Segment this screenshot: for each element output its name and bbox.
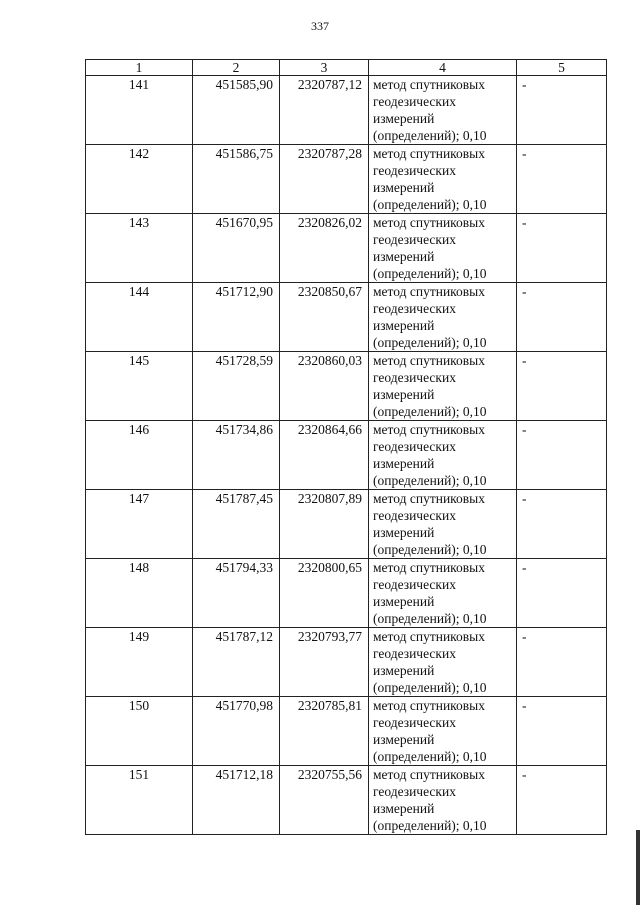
table-row (86, 214, 607, 283)
y-coordinate-cell: 2320807,89 (280, 490, 369, 559)
remark-cell: - (517, 283, 607, 352)
column-header: 3 (280, 60, 369, 76)
method-cell: метод спутниковых геодезических измерений (определений); 0,10 (369, 145, 517, 214)
remark-cell: - (517, 766, 607, 835)
remark-cell: - (517, 76, 607, 145)
table-row (86, 145, 607, 214)
method-cell: метод спутниковых геодезических измерений (определений); 0,10 (369, 490, 517, 559)
method-cell: метод спутниковых геодезических измерений (определений); 0,10 (369, 559, 517, 628)
remark-cell: - (517, 559, 607, 628)
remark-cell: - (517, 697, 607, 766)
remark-cell: - (517, 352, 607, 421)
method-cell: метод спутниковых геодезических измерений (определений); 0,10 (369, 697, 517, 766)
point-number-cell: 143 (86, 214, 193, 283)
column-header: 1 (86, 60, 193, 76)
x-coordinate-cell: 451787,12 (193, 628, 280, 697)
remark-cell: - (517, 490, 607, 559)
point-number-cell: 142 (86, 145, 193, 214)
table-row (86, 697, 607, 766)
y-coordinate-cell: 2320860,03 (280, 352, 369, 421)
table-row (86, 766, 607, 835)
table-row (86, 352, 607, 421)
y-coordinate-cell: 2320787,12 (280, 76, 369, 145)
point-number-cell: 145 (86, 352, 193, 421)
column-header: 2 (193, 60, 280, 76)
x-coordinate-cell: 451728,59 (193, 352, 280, 421)
table-row (86, 76, 607, 145)
x-coordinate-cell: 451770,98 (193, 697, 280, 766)
method-cell: метод спутниковых геодезических измерений (определений); 0,10 (369, 214, 517, 283)
column-header: 5 (517, 60, 607, 76)
method-cell: метод спутниковых геодезических измерений (определений); 0,10 (369, 352, 517, 421)
x-coordinate-cell: 451712,18 (193, 766, 280, 835)
table-row (86, 283, 607, 352)
page-number: 337 (311, 19, 329, 33)
y-coordinate-cell: 2320785,81 (280, 697, 369, 766)
x-coordinate-cell: 451787,45 (193, 490, 280, 559)
scan-edge-mark (636, 830, 640, 905)
table-row (86, 421, 607, 490)
y-coordinate-cell: 2320755,56 (280, 766, 369, 835)
y-coordinate-cell: 2320793,77 (280, 628, 369, 697)
remark-cell: - (517, 145, 607, 214)
point-number-cell: 144 (86, 283, 193, 352)
point-number-cell: 141 (86, 76, 193, 145)
x-coordinate-cell: 451712,90 (193, 283, 280, 352)
x-coordinate-cell: 451585,90 (193, 76, 280, 145)
y-coordinate-cell: 2320826,02 (280, 214, 369, 283)
remark-cell: - (517, 214, 607, 283)
method-cell: метод спутниковых геодезических измерений (определений); 0,10 (369, 766, 517, 835)
method-cell: метод спутниковых геодезических измерений (определений); 0,10 (369, 628, 517, 697)
x-coordinate-cell: 451734,86 (193, 421, 280, 490)
y-coordinate-cell: 2320850,67 (280, 283, 369, 352)
point-number-cell: 147 (86, 490, 193, 559)
y-coordinate-cell: 2320787,28 (280, 145, 369, 214)
method-cell: метод спутниковых геодезических измерений (определений); 0,10 (369, 76, 517, 145)
column-header: 4 (369, 60, 517, 76)
x-coordinate-cell: 451794,33 (193, 559, 280, 628)
y-coordinate-cell: 2320800,65 (280, 559, 369, 628)
table-row (86, 490, 607, 559)
y-coordinate-cell: 2320864,66 (280, 421, 369, 490)
method-cell: метод спутниковых геодезических измерений (определений); 0,10 (369, 283, 517, 352)
table-header-row (86, 60, 607, 76)
remark-cell: - (517, 421, 607, 490)
point-number-cell: 146 (86, 421, 193, 490)
point-number-cell: 148 (86, 559, 193, 628)
point-number-cell: 150 (86, 697, 193, 766)
x-coordinate-cell: 451586,75 (193, 145, 280, 214)
remark-cell: - (517, 628, 607, 697)
coordinates-table (85, 59, 607, 835)
x-coordinate-cell: 451670,95 (193, 214, 280, 283)
point-number-cell: 149 (86, 628, 193, 697)
table-row (86, 628, 607, 697)
table-row (86, 559, 607, 628)
point-number-cell: 151 (86, 766, 193, 835)
method-cell: метод спутниковых геодезических измерений (определений); 0,10 (369, 421, 517, 490)
